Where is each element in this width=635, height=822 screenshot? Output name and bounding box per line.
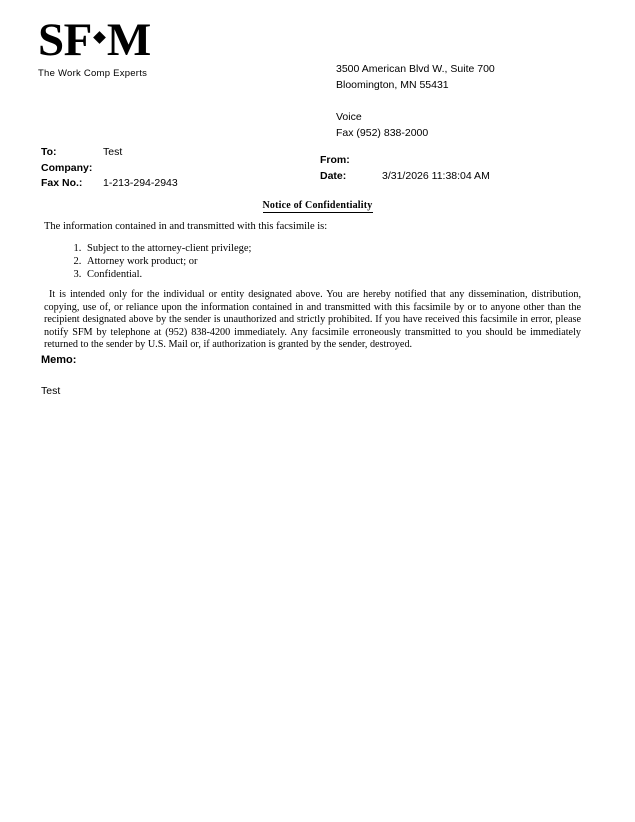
field-to (41, 145, 178, 161)
logo-text-sf: SF (38, 14, 92, 66)
field-fax-no (41, 176, 178, 192)
address-fax-number: Fax (952) 838-2000 (336, 127, 429, 139)
recipient-block (41, 145, 178, 192)
fax-no-label: Fax No.: (41, 177, 83, 189)
date-value: 3/31/2026 11:38:04 AM (382, 169, 490, 182)
confidentiality-list (62, 243, 251, 281)
confidentiality-notice-title-text: Notice of Confidentiality (262, 200, 373, 211)
memo-label: Memo: (41, 354, 77, 366)
confidentiality-body: It is intended only for the individual or entity designated above. You are hereby notified that any dissemination, distribution, copying, use of, or reliance upon the information contained in and transmitted with this facsimile by or to anyone other than the recipient designated above by the sender is unauthorized and strictly prohibited. If you have received this facsimile in error, please notify SFM by telephone at (952) 838-4200 immediately. Any facsimile erroneously transmitted to you should be immediately returned to the sender by U.S. Mail or, if authorization is granted by the sender, destroyed. (44, 289, 581, 351)
confidentiality-intro: The information contained in and transmitted with this facsimile is: (44, 221, 328, 232)
address-city-state-zip: Bloomington, MN 55431 (336, 79, 449, 91)
to-value: Test (103, 146, 123, 158)
diamond-icon (93, 31, 106, 44)
confidentiality-notice-title (0, 200, 635, 211)
fax-no-value: 1-213-294-2943 (103, 177, 178, 189)
company-tagline: The Work Comp Experts (38, 67, 148, 79)
company-label: Company: (41, 161, 93, 174)
field-company (41, 161, 178, 177)
company-address-block (336, 61, 495, 141)
sfm-logo (38, 14, 218, 66)
sender-block (320, 153, 490, 184)
address-spacer (336, 93, 495, 109)
to-label: To: (41, 146, 57, 158)
memo-body: Test (41, 385, 61, 397)
field-from (320, 153, 490, 169)
list-item: 1. Subject to the attorney-client privilege; (84, 243, 251, 256)
logo-text-m: M (106, 14, 151, 66)
address-street: 3500 American Blvd W., Suite 700 (336, 63, 495, 75)
list-item: 2. Attorney work product; or (84, 256, 251, 269)
from-label: From: (320, 154, 350, 166)
field-date (320, 169, 490, 185)
date-label: Date: (320, 169, 347, 182)
list-item: 3. Confidential. (84, 269, 251, 282)
company-letterhead (38, 14, 218, 79)
address-voice-label: Voice (336, 111, 362, 123)
